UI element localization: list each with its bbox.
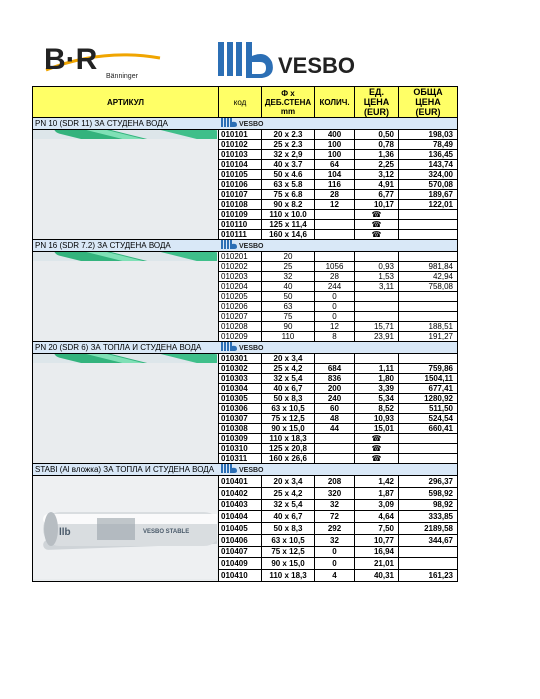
dimension-header-line: mm	[280, 106, 296, 116]
total-price-cell: 191,27	[399, 332, 458, 342]
price-table-body	[33, 118, 458, 582]
br-logo-subtext: Bänninger	[106, 73, 138, 80]
quantity-cell: 28	[315, 272, 355, 282]
dimension-cell: 90 x 8.2	[262, 200, 315, 210]
code-cell: 010310	[219, 444, 262, 454]
table-row	[33, 476, 458, 488]
quantity-cell	[315, 434, 355, 444]
total-price-cell	[399, 354, 458, 364]
total-price-cell: 598,92	[399, 487, 458, 499]
dimension-cell: 20 x 3,4	[262, 476, 315, 488]
unit-price-header	[355, 87, 399, 118]
dimension-cell: 125 x 20,8	[262, 444, 315, 454]
unit-price-cell: 6,77	[355, 190, 399, 200]
unit-price-cell: 4,91	[355, 180, 399, 190]
quantity-cell: 116	[315, 180, 355, 190]
total-price-cell	[399, 444, 458, 454]
quantity-cell	[315, 454, 355, 464]
code-cell: 010209	[219, 332, 262, 342]
quantity-cell: 0	[315, 558, 355, 570]
quantity-cell: 292	[315, 523, 355, 535]
quantity-cell	[315, 230, 355, 240]
code-cell: 010204	[219, 282, 262, 292]
table-row	[33, 354, 458, 364]
code-cell: 010305	[219, 394, 262, 404]
quantity-cell: 12	[315, 322, 355, 332]
code-cell: 010203	[219, 272, 262, 282]
quantity-cell	[315, 210, 355, 220]
quantity-cell: 400	[315, 130, 355, 140]
code-cell: 010401	[219, 476, 262, 488]
price-table	[32, 86, 458, 582]
unit-price-header-line: ЕД.	[369, 87, 384, 97]
dimension-cell: 110 x 18,3	[262, 570, 315, 582]
code-cell: 010207	[219, 312, 262, 322]
unit-price-cell: 15,71	[355, 322, 399, 332]
section-logo-cell	[219, 118, 458, 130]
quantity-cell: 8	[315, 332, 355, 342]
dimension-cell: 90 x 15,0	[262, 558, 315, 570]
dimension-cell: 25	[262, 262, 315, 272]
dimension-header	[262, 87, 315, 118]
dimension-cell: 75 x 6.8	[262, 190, 315, 200]
code-cell: 010308	[219, 424, 262, 434]
code-header: код	[219, 87, 262, 118]
unit-price-cell: 1,42	[355, 476, 399, 488]
dimension-cell: 20 x 2.3	[262, 130, 315, 140]
code-cell: 010110	[219, 220, 262, 230]
total-price-cell	[399, 546, 458, 558]
dimension-cell: 50 x 8,3	[262, 394, 315, 404]
code-cell: 010307	[219, 414, 262, 424]
unit-price-cell: 0,78	[355, 140, 399, 150]
vesbo-logo	[218, 40, 388, 80]
dimension-cell: 40 x 6,7	[262, 384, 315, 394]
unit-price-cell: 0,93	[355, 262, 399, 272]
dimension-cell: 110 x 10.0	[262, 210, 315, 220]
svg-text:VESBO: VESBO	[238, 467, 264, 473]
header-logos	[0, 0, 540, 86]
total-price-cell	[399, 252, 458, 262]
quantity-cell: 44	[315, 424, 355, 434]
total-price-cell: 333,85	[399, 511, 458, 523]
code-cell: 010107	[219, 190, 262, 200]
section-title: PN 10 (SDR 11) ЗА СТУДЕНА ВОДА	[33, 118, 219, 130]
quantity-cell	[315, 220, 355, 230]
dimension-cell: 90 x 15,0	[262, 424, 315, 434]
total-price-cell: 324,00	[399, 170, 458, 180]
quantity-cell: 60	[315, 404, 355, 414]
table-row	[33, 130, 458, 140]
svg-text:VESBO: VESBO	[238, 243, 264, 249]
pipe-photo	[33, 252, 217, 261]
code-cell: 010111	[219, 230, 262, 240]
svg-text:VESBO: VESBO	[238, 345, 264, 351]
dimension-cell: 32 x 5,4	[262, 374, 315, 384]
code-cell: 010403	[219, 499, 262, 511]
total-price-header-line: ЦЕНА	[415, 97, 441, 107]
total-price-cell	[399, 434, 458, 444]
dimension-cell: 110	[262, 332, 315, 342]
total-price-cell: 511,50	[399, 404, 458, 414]
pipe-photo-stabi	[33, 476, 217, 579]
unit-price-cell: 0,50	[355, 130, 399, 140]
code-cell: 010304	[219, 384, 262, 394]
unit-price-cell: 3,12	[355, 170, 399, 180]
total-price-cell: 344,67	[399, 534, 458, 546]
unit-price-cell	[355, 444, 399, 454]
code-cell: 010101	[219, 130, 262, 140]
unit-price-cell: 3,09	[355, 499, 399, 511]
total-price-cell	[399, 210, 458, 220]
quantity-cell: 12	[315, 200, 355, 210]
total-price-cell: 136,45	[399, 150, 458, 160]
vesbo-mini-logo	[221, 342, 271, 351]
phone-icon: ☎	[371, 434, 382, 443]
pipe-photo-cell	[33, 354, 219, 464]
code-cell: 010208	[219, 322, 262, 332]
code-cell: 010202	[219, 262, 262, 272]
section-logo-cell	[219, 464, 458, 476]
dimension-cell: 50 x 8,3	[262, 523, 315, 535]
svg-text:VESBO: VESBO	[238, 121, 264, 127]
dimension-cell: 50	[262, 292, 315, 302]
total-price-cell: 524,54	[399, 414, 458, 424]
code-cell: 010302	[219, 364, 262, 374]
quantity-cell: 200	[315, 384, 355, 394]
section-header-row	[33, 240, 458, 252]
total-price-cell	[399, 220, 458, 230]
code-cell: 010406	[219, 534, 262, 546]
quantity-cell: 72	[315, 511, 355, 523]
code-cell: 010205	[219, 292, 262, 302]
phone-icon: ☎	[371, 230, 382, 239]
dimension-cell: 160 x 26,6	[262, 454, 315, 464]
dimension-cell: 25 x 4,2	[262, 364, 315, 374]
code-cell: 010410	[219, 570, 262, 582]
dimension-cell: 75	[262, 312, 315, 322]
total-price-cell: 660,41	[399, 424, 458, 434]
total-price-cell: 296,37	[399, 476, 458, 488]
vesbo-logo-text: VESBO	[278, 53, 356, 78]
total-price-cell: 198,03	[399, 130, 458, 140]
unit-price-cell: 16,94	[355, 546, 399, 558]
unit-price-cell: 23,91	[355, 332, 399, 342]
quantity-cell: 320	[315, 487, 355, 499]
code-cell: 010106	[219, 180, 262, 190]
quantity-cell: 0	[315, 302, 355, 312]
section-title: PN 16 (SDR 7.2) ЗА СТУДЕНА ВОДА	[33, 240, 219, 252]
total-price-cell: 98,92	[399, 499, 458, 511]
total-price-cell: 759,86	[399, 364, 458, 374]
code-cell: 010404	[219, 511, 262, 523]
unit-price-cell: 8,52	[355, 404, 399, 414]
total-price-cell: 570,08	[399, 180, 458, 190]
code-cell: 010306	[219, 404, 262, 414]
total-price-header-line: (EUR)	[415, 107, 441, 117]
total-price-header	[399, 87, 458, 118]
dimension-cell: 90	[262, 322, 315, 332]
section-logo-cell	[219, 342, 458, 354]
section-header-row	[33, 118, 458, 130]
dimension-cell: 25 x 4,2	[262, 487, 315, 499]
table-row	[33, 252, 458, 262]
article-header: АРТИКУЛ	[33, 87, 219, 118]
code-cell: 010303	[219, 374, 262, 384]
unit-price-cell	[355, 454, 399, 464]
code-cell: 010103	[219, 150, 262, 160]
phone-icon: ☎	[371, 454, 382, 463]
dimension-cell: 75 x 12,5	[262, 414, 315, 424]
pipe-photo	[33, 354, 217, 363]
unit-price-header-line: (EUR)	[364, 107, 389, 117]
unit-price-cell	[355, 302, 399, 312]
total-price-cell: 758,08	[399, 282, 458, 292]
dimension-cell: 20 x 3,4	[262, 354, 315, 364]
quantity-cell: 0	[315, 292, 355, 302]
code-cell: 010105	[219, 170, 262, 180]
total-price-cell: 161,23	[399, 570, 458, 582]
dimension-cell: 63 x 10,5	[262, 534, 315, 546]
pipe-photo-cell	[33, 476, 219, 582]
pipe-photo-cell	[33, 130, 219, 240]
unit-price-cell: 2,25	[355, 160, 399, 170]
dimension-cell: 25 x 2.3	[262, 140, 315, 150]
quantity-cell	[315, 252, 355, 262]
code-cell: 010108	[219, 200, 262, 210]
code-cell: 010309	[219, 434, 262, 444]
section-header-row	[33, 464, 458, 476]
dimension-cell: 40	[262, 282, 315, 292]
quantity-cell: 836	[315, 374, 355, 384]
quantity-cell: 64	[315, 160, 355, 170]
unit-price-cell: 5,34	[355, 394, 399, 404]
pipe-photo	[33, 130, 217, 139]
unit-price-cell: 15,01	[355, 424, 399, 434]
quantity-cell: 0	[315, 546, 355, 558]
total-price-cell: 981,84	[399, 262, 458, 272]
unit-price-cell: 40,31	[355, 570, 399, 582]
dimension-cell: 20	[262, 252, 315, 262]
quantity-cell: 100	[315, 140, 355, 150]
unit-price-cell	[355, 220, 399, 230]
unit-price-cell: 7,50	[355, 523, 399, 535]
quantity-cell: 28	[315, 190, 355, 200]
total-price-cell	[399, 230, 458, 240]
dimension-cell: 75 x 12,5	[262, 546, 315, 558]
table-header-row	[33, 87, 458, 118]
total-price-cell	[399, 302, 458, 312]
unit-price-cell: 1,80	[355, 374, 399, 384]
quantity-cell: 48	[315, 414, 355, 424]
code-cell: 010311	[219, 454, 262, 464]
section-title: STABI (Al вложка) ЗА ТОПЛА И СТУДЕНА ВОДА	[33, 464, 219, 476]
total-price-header-line: ОБЩА	[413, 87, 443, 97]
section-logo-cell	[219, 240, 458, 252]
quantity-cell: 208	[315, 476, 355, 488]
total-price-cell	[399, 454, 458, 464]
total-price-cell: 189,67	[399, 190, 458, 200]
code-cell: 010206	[219, 302, 262, 312]
unit-price-cell	[355, 312, 399, 322]
total-price-cell: 122,01	[399, 200, 458, 210]
unit-price-cell: 10,93	[355, 414, 399, 424]
dimension-cell: 40 x 6,7	[262, 511, 315, 523]
unit-price-cell: 1,87	[355, 487, 399, 499]
vesbo-mini-logo	[221, 118, 271, 127]
quantity-cell	[315, 444, 355, 454]
total-price-cell: 42,94	[399, 272, 458, 282]
total-price-cell: 188,51	[399, 322, 458, 332]
quantity-cell: 1056	[315, 262, 355, 272]
pipe-photo-cell	[33, 252, 219, 342]
phone-icon: ☎	[371, 444, 382, 453]
quantity-cell: 4	[315, 570, 355, 582]
dimension-cell: 63 x 5.8	[262, 180, 315, 190]
unit-price-cell	[355, 230, 399, 240]
quantity-header: КОЛИЧ.	[315, 87, 355, 118]
section-title: PN 20 (SDR 6) ЗА ТОПЛА И СТУДЕНА ВОДА	[33, 342, 219, 354]
dimension-cell: 32	[262, 272, 315, 282]
total-price-cell: 143,74	[399, 160, 458, 170]
total-price-cell	[399, 312, 458, 322]
unit-price-cell	[355, 210, 399, 220]
unit-price-cell: 1,11	[355, 364, 399, 374]
quantity-cell: 32	[315, 534, 355, 546]
phone-icon: ☎	[371, 210, 382, 219]
code-cell: 010102	[219, 140, 262, 150]
phone-icon: ☎	[371, 220, 382, 229]
unit-price-cell: 3,11	[355, 282, 399, 292]
dimension-cell: 125 x 11,4	[262, 220, 315, 230]
dimension-cell: 63 x 10,5	[262, 404, 315, 414]
code-cell: 010201	[219, 252, 262, 262]
unit-price-cell: 10,77	[355, 534, 399, 546]
total-price-cell: 2189,58	[399, 523, 458, 535]
dimension-header-line: Ф х	[281, 88, 295, 98]
unit-price-cell: 1,36	[355, 150, 399, 160]
code-cell: 010104	[219, 160, 262, 170]
dimension-cell: 63	[262, 302, 315, 312]
quantity-cell	[315, 354, 355, 364]
br-logo-text: B·R	[44, 43, 98, 76]
vesbo-mini-logo	[221, 240, 271, 249]
unit-price-cell	[355, 292, 399, 302]
quantity-cell: 244	[315, 282, 355, 292]
dimension-cell: 32 x 2,9	[262, 150, 315, 160]
unit-price-cell	[355, 252, 399, 262]
dimension-header-line: ДЕБ.СТЕНА	[264, 97, 312, 107]
unit-price-cell	[355, 434, 399, 444]
quantity-cell: 32	[315, 499, 355, 511]
vesbo-mini-logo	[221, 464, 271, 473]
code-cell: 010405	[219, 523, 262, 535]
unit-price-cell: 10,17	[355, 200, 399, 210]
quantity-cell: 100	[315, 150, 355, 160]
dimension-cell: 50 x 4.6	[262, 170, 315, 180]
dimension-cell: 110 x 18,3	[262, 434, 315, 444]
dimension-cell: 160 x 14,6	[262, 230, 315, 240]
quantity-cell: 0	[315, 312, 355, 322]
unit-price-cell: 3,39	[355, 384, 399, 394]
unit-price-cell: 4,64	[355, 511, 399, 523]
code-cell: 010402	[219, 487, 262, 499]
code-cell: 010409	[219, 558, 262, 570]
section-header-row	[33, 342, 458, 354]
total-price-cell	[399, 292, 458, 302]
unit-price-cell: 21,01	[355, 558, 399, 570]
total-price-cell: 1504,11	[399, 374, 458, 384]
br-logo	[42, 38, 172, 80]
stabi-pipe-label: VESBO STABLE	[143, 529, 190, 535]
quantity-cell: 104	[315, 170, 355, 180]
unit-price-header-line: ЦЕНА	[363, 97, 390, 107]
unit-price-cell: 1,53	[355, 272, 399, 282]
code-cell: 010301	[219, 354, 262, 364]
code-cell: 010407	[219, 546, 262, 558]
total-price-cell: 1280,92	[399, 394, 458, 404]
dimension-cell: 40 x 3.7	[262, 160, 315, 170]
quantity-cell: 684	[315, 364, 355, 374]
quantity-cell: 240	[315, 394, 355, 404]
code-cell: 010109	[219, 210, 262, 220]
total-price-cell: 677,41	[399, 384, 458, 394]
unit-price-cell	[355, 354, 399, 364]
total-price-cell: 78,49	[399, 140, 458, 150]
total-price-cell	[399, 558, 458, 570]
svg-text:llb: llb	[59, 527, 71, 538]
dimension-cell: 32 x 5,4	[262, 499, 315, 511]
